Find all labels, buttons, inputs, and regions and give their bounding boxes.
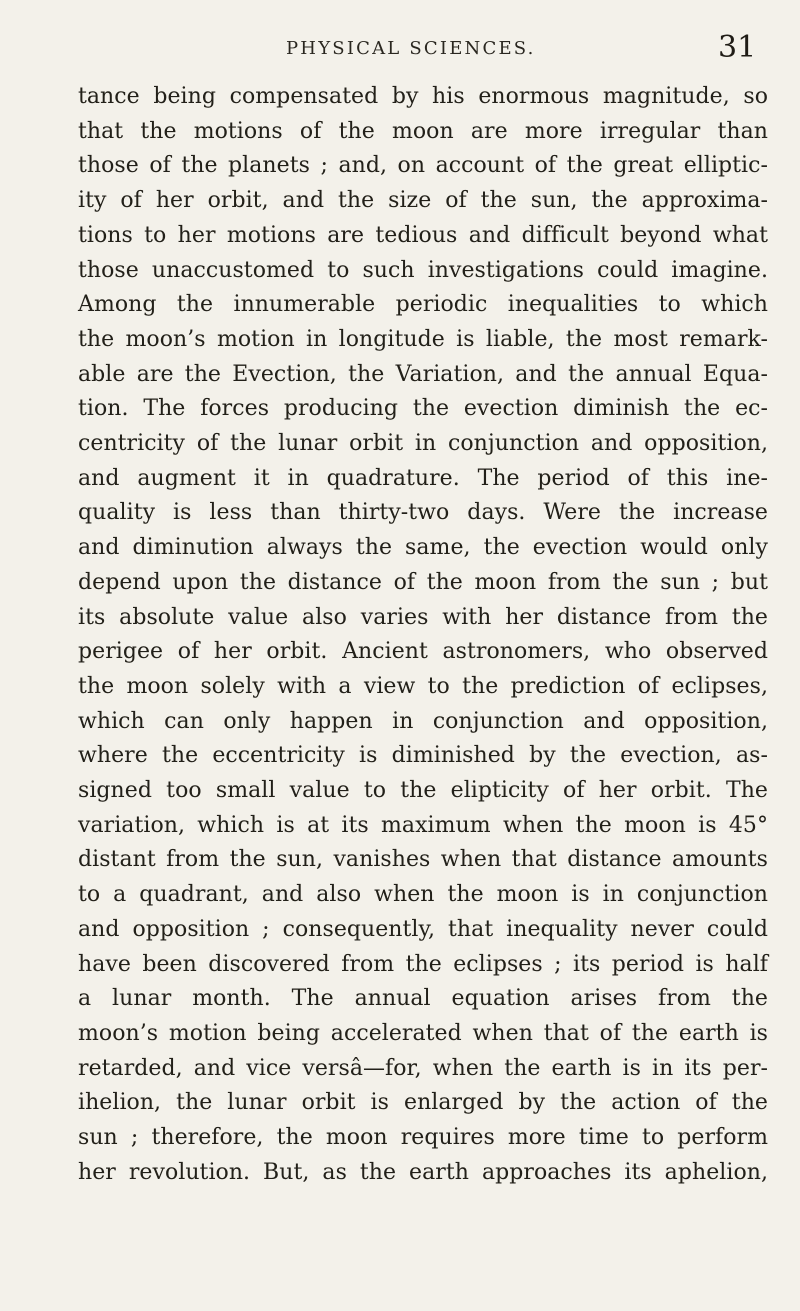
text-line: centricity of the lunar orbit in conjunction and opposition, <box>78 431 768 457</box>
running-head <box>0 30 800 70</box>
text-line: have been discovered from the eclipses ; its period is half <box>78 951 768 977</box>
text-line: able are the Evection, the Variation, and the annual Equa- <box>78 361 768 387</box>
text-line: ity of her orbit, and the size of the sun, the approxima- <box>78 188 768 214</box>
text-line: the moon’s motion in longitude is liable, the most remark- <box>78 326 768 352</box>
text-line: to a quadrant, and also when the moon is in conjunction <box>78 882 768 908</box>
text-line: Among the innumerable periodic inequalities to which <box>78 292 768 318</box>
text-line: those unaccustomed to such investigations could imagine. <box>78 257 768 283</box>
text-line: distant from the sun, vanishes when that distance amounts <box>78 847 768 873</box>
text-line: which can only happen in conjunction and opposition, <box>78 708 768 734</box>
text-line: and diminution always the same, the evection would only <box>78 535 768 561</box>
text-line: where the eccentricity is diminished by the evection, as- <box>78 743 768 769</box>
text-line: tance being compensated by his enormous magnitude, so <box>78 84 768 109</box>
text-line: its absolute value also varies with her distance from the <box>78 604 768 630</box>
text-line: signed too small value to the elipticity of her orbit. The <box>78 778 768 804</box>
text-line: the moon solely with a view to the prediction of eclipses, <box>78 673 768 699</box>
text-line: depend upon the distance of the moon from the sun ; but <box>78 569 768 595</box>
text-line: variation, which is at its maximum when the moon is 45° <box>78 812 768 838</box>
text-line: those of the planets ; and, on account of the great elliptic- <box>78 153 768 179</box>
body-text <box>78 80 768 1191</box>
text-line: retarded, and vice versâ—for, when the earth is in its per- <box>78 1055 768 1081</box>
page-number: 31 <box>718 30 757 65</box>
text-line: her revolution. But, as the earth approaches its aphelion, <box>78 1159 768 1185</box>
text-line: a lunar month. The annual equation arises from the <box>78 986 768 1012</box>
text-line: that the motions of the moon are more irregular than <box>78 118 768 144</box>
text-line: sun ; therefore, the moon requires more time to perform <box>78 1125 768 1151</box>
running-title: PHYSICAL SCIENCES. <box>286 38 536 59</box>
text-line: quality is less than thirty-two days. Were the increase <box>78 500 768 526</box>
text-line: and opposition ; consequently, that inequality never could <box>78 916 768 942</box>
text-line: moon’s motion being accelerated when that of the earth is <box>78 1020 768 1046</box>
text-line: tion. The forces producing the evection diminish the ec- <box>78 396 768 422</box>
text-line: tions to her motions are tedious and difficult beyond what <box>78 222 768 248</box>
text-line: perigee of her orbit. Ancient astronomers, who observed <box>78 639 768 665</box>
text-line: ihelion, the lunar orbit is enlarged by the action of the <box>78 1090 768 1116</box>
text-line: and augment it in quadrature. The period of this ine- <box>78 465 768 491</box>
